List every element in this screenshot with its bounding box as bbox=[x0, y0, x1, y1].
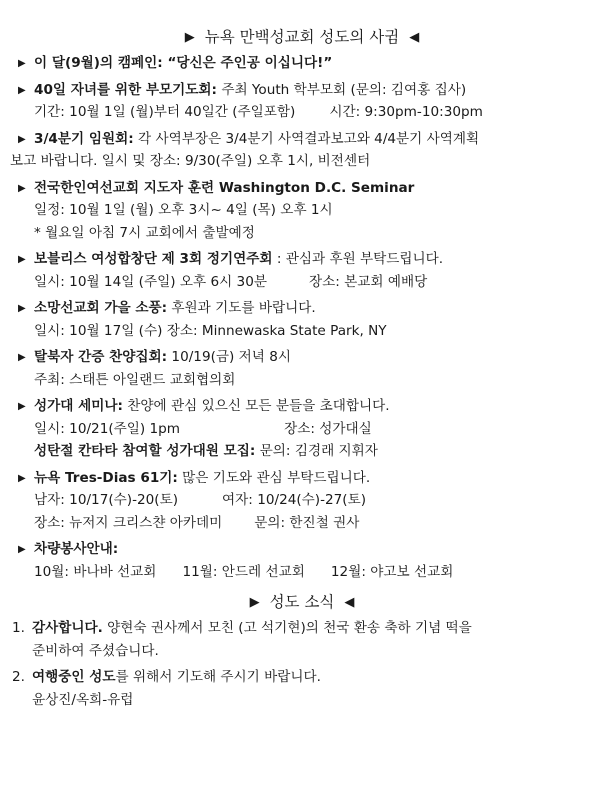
left-triangle-icon: ◀ bbox=[409, 30, 420, 45]
news-text: 일시: 10월 17일 (수) 장소: Minnewaska State Park, NY bbox=[34, 322, 387, 339]
news-item-quarterly-meeting bbox=[10, 128, 594, 173]
fellowship-title: 뉴욕 만백성교회 성도의 사귐 bbox=[204, 28, 400, 46]
news-item-picnic bbox=[10, 297, 594, 342]
section-title-member-news bbox=[10, 587, 594, 617]
bullet-icon: ▶ bbox=[18, 472, 26, 484]
bullet-icon: ▶ bbox=[18, 544, 26, 555]
news-text: 11월: 안드레 선교회 bbox=[182, 563, 305, 580]
section-title-fellowship bbox=[10, 22, 594, 52]
news-text: 기간: 10월 1일 (월)부터 40일간 (주일포함) bbox=[34, 104, 296, 120]
news-heading: 성가대 세미나: bbox=[34, 398, 123, 414]
news-item-vehicle-service bbox=[10, 538, 594, 583]
bullet-icon: ▶ bbox=[18, 84, 26, 96]
news-text: 문의: 김경래 지휘자 bbox=[255, 443, 378, 459]
member-news-text: 를 위해서 기도해 주시기 바랍니다. bbox=[115, 669, 321, 685]
news-heading: 뉴욕 Tres-Dias 61기: bbox=[34, 469, 178, 486]
bullet-icon: ▶ bbox=[18, 401, 26, 412]
member-news-text: 윤상진/옥희-유럽 bbox=[32, 691, 134, 708]
news-text: 주최: 스태튼 아일랜드 교회협의회 bbox=[34, 371, 236, 388]
news-text: 장소: 본교회 예배당 bbox=[308, 273, 428, 290]
news-item-choir-concert bbox=[10, 248, 594, 293]
news-text: 찬양에 관심 있으신 모든 분들을 초대합니다. bbox=[122, 398, 390, 414]
news-heading: 소망선교회 가을 소풍: bbox=[34, 300, 168, 316]
right-triangle-icon: ▶ bbox=[249, 595, 260, 610]
item-number: 2. bbox=[12, 669, 25, 685]
news-text: 후원과 기도를 바랍니다. bbox=[167, 300, 316, 316]
news-text: 시간: 9:30pm-10:30pm bbox=[329, 104, 483, 120]
bullet-icon: ▶ bbox=[18, 133, 26, 145]
news-text: 주최 Youth 학부모회 (문의: 김여홍 집사) bbox=[217, 81, 467, 98]
bullet-icon: ▶ bbox=[18, 58, 26, 69]
bullet-icon: ▶ bbox=[18, 303, 26, 314]
news-item-choir-seminar bbox=[10, 395, 594, 463]
bullet-icon: ▶ bbox=[18, 254, 26, 265]
member-news-list bbox=[10, 617, 594, 711]
news-text: 장소: 성가대실 bbox=[284, 420, 372, 437]
member-news-heading: 감사합니다. bbox=[32, 620, 103, 636]
member-news-title: 성도 소식 bbox=[269, 593, 335, 611]
bulletin-page bbox=[0, 22, 604, 787]
news-heading: 이 달(9월)의 캠페인: “당신은 주인공 이십니다!” bbox=[34, 55, 333, 71]
member-news-text: 양현숙 권사께서 모친 (고 석기현)의 천국 환송 축하 기념 떡을 bbox=[102, 620, 472, 636]
news-text: * 월요일 아침 7시 교회에서 출발예정 bbox=[34, 224, 255, 241]
news-text: 10월: 바나바 선교회 bbox=[34, 563, 157, 580]
member-news-heading: 여행중인 성도 bbox=[32, 669, 116, 685]
news-heading: 성탄절 칸타타 참여할 성가대원 모집: bbox=[34, 443, 256, 459]
news-heading: 3/4분기 임원회: bbox=[34, 130, 134, 147]
news-text: : 관심과 후원 부탁드립니다. bbox=[272, 251, 444, 267]
news-text: 문의: 한진철 권사 bbox=[254, 514, 360, 531]
news-heading: 차량봉사안내: bbox=[34, 541, 119, 557]
bullet-icon: ▶ bbox=[18, 352, 26, 363]
news-list bbox=[10, 52, 594, 583]
news-item-testimony bbox=[10, 346, 594, 391]
news-heading: 보블리스 여성합창단 제 3회 정기연주회 bbox=[34, 251, 273, 267]
news-item-parent-prayer bbox=[10, 79, 594, 124]
news-text: 남자: 10/17(수)-20(토) bbox=[34, 492, 179, 508]
news-text: 많은 기도와 관심 부탁드립니다. bbox=[177, 469, 371, 486]
news-text: 10/19(금) 저녁 8시 bbox=[167, 349, 292, 365]
news-text: 일시: 10/21(주일) 1pm bbox=[34, 420, 181, 437]
member-news-text: 준비하여 주셨습니다. bbox=[32, 642, 159, 659]
news-item-seminar bbox=[10, 177, 594, 245]
right-triangle-icon: ▶ bbox=[184, 30, 195, 45]
news-text: 여자: 10/24(수)-27(토) bbox=[222, 492, 367, 508]
news-text: 일시: 10월 14일 (주일) 오후 6시 30분 bbox=[34, 273, 267, 290]
news-item-campaign bbox=[10, 52, 594, 75]
item-number: 1. bbox=[12, 620, 25, 636]
bullet-icon: ▶ bbox=[18, 182, 26, 194]
news-heading: 탈북자 간증 찬양집회: bbox=[34, 349, 168, 365]
member-news-item-thanks bbox=[10, 617, 594, 662]
news-text: 일정: 10월 1일 (월) 오후 3시~ 4일 (목) 오후 1시 bbox=[34, 202, 333, 218]
news-text: 장소: 뉴저지 크리스챤 아카데미 bbox=[34, 514, 223, 531]
news-text: 보고 바랍니다. 일시 및 장소: 9/30(주일) 오후 1시, 비전센터 bbox=[10, 153, 371, 169]
news-heading: 전국한인여선교회 지도자 훈련 Washington D.C. Seminar bbox=[34, 179, 415, 196]
left-triangle-icon: ◀ bbox=[344, 595, 355, 610]
news-item-tres-dias bbox=[10, 467, 594, 535]
news-text: 각 사역부장은 3/4분기 사역결과보고와 4/4분기 사역계획 bbox=[133, 130, 480, 147]
news-text: 12월: 야고보 선교회 bbox=[330, 563, 454, 580]
member-news-item-travel bbox=[10, 666, 594, 711]
news-heading: 40일 자녀를 위한 부모기도회: bbox=[34, 81, 217, 98]
